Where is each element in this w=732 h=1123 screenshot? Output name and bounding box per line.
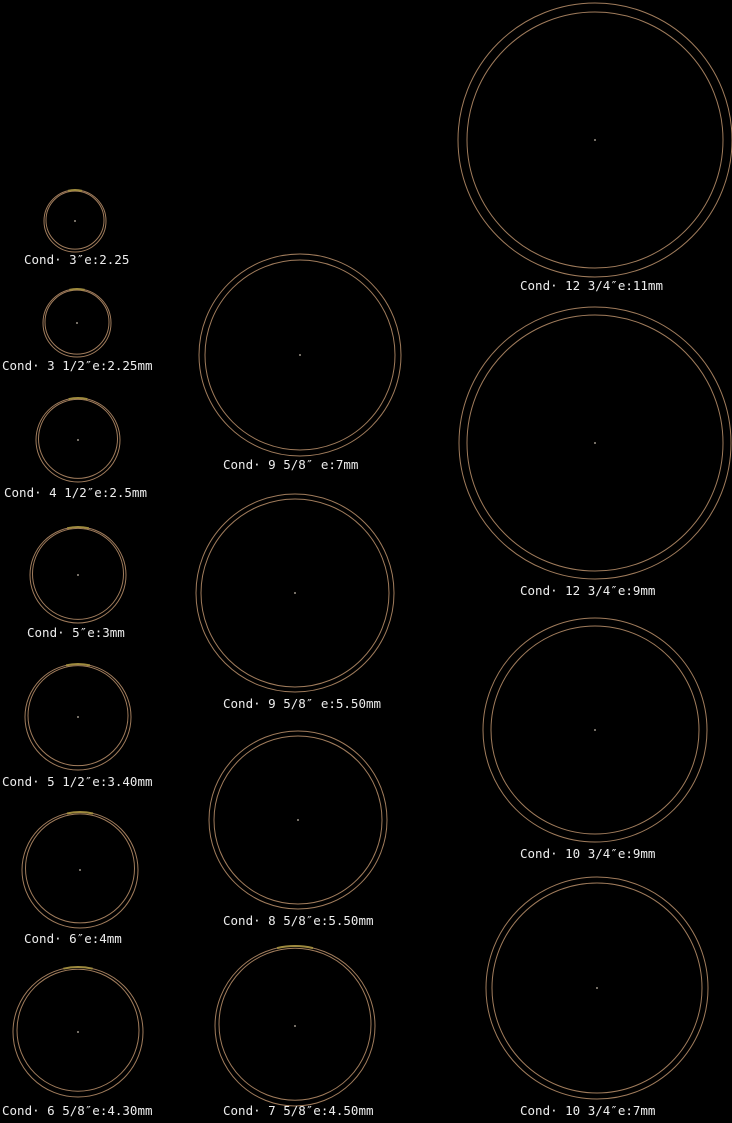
conduit-entity[interactable] [215,946,375,1106]
conduit-entity[interactable] [458,3,732,277]
center-point-marker [294,592,296,594]
conduit-entity[interactable] [36,398,120,482]
conduit-label: Cond· 3 1/2″e:2.25mm [2,358,153,373]
conduit-label: Cond· 10 3/4″e:9mm [520,846,656,861]
center-point-marker [76,322,78,324]
ring-tangency-highlight [67,812,93,813]
conduit-inner-circle[interactable] [39,399,118,478]
center-point-marker [77,439,79,441]
conduit-label: Cond· 5″e:3mm [27,625,125,640]
conduit-inner-circle[interactable] [26,814,135,923]
conduit-label: Cond· 12 3/4″e:9mm [520,583,656,598]
ring-tangency-highlight [69,289,84,290]
center-point-marker [74,220,76,222]
center-point-marker [77,1031,79,1033]
center-point-marker [594,729,596,731]
conduit-label: Cond· 7 5/8″e:4.50mm [223,1103,374,1118]
conduit-entity[interactable] [25,664,131,770]
conduit-entity[interactable] [459,307,731,579]
conduit-label: Cond· 4 1/2″e:2.5mm [4,485,147,500]
conduit-entity[interactable] [486,877,708,1099]
conduit-label: Cond· 12 3/4″e:11mm [520,278,663,293]
center-point-marker [294,1025,296,1027]
conduit-entity[interactable] [13,967,143,1097]
center-point-marker [77,716,79,718]
ring-tangency-highlight [68,190,82,191]
conduit-inner-circle[interactable] [28,666,128,766]
conduit-label: Cond· 5 1/2″e:3.40mm [2,774,153,789]
ring-tangency-highlight [63,967,92,969]
conduit-label: Cond· 6 5/8″e:4.30mm [2,1103,153,1118]
conduit-entity[interactable] [199,254,401,456]
conduit-entity[interactable] [209,731,387,909]
center-point-marker [596,987,598,989]
conduit-inner-circle[interactable] [219,948,371,1100]
center-point-marker [297,819,299,821]
conduit-entity[interactable] [483,618,707,842]
conduit-entity[interactable] [44,190,106,252]
center-point-marker [594,139,596,141]
conduit-entity[interactable] [43,289,111,357]
conduit-entity[interactable] [30,527,126,623]
conduit-label: Cond· 6″e:4mm [24,931,122,946]
conduit-label: Cond· 3″e:2.25 [24,252,130,267]
conduit-label: Cond· 10 3/4″e:7mm [520,1103,656,1118]
ring-tangency-highlight [69,398,88,399]
conduit-label: Cond· 9 5/8″ e:5.50mm [223,696,382,711]
center-point-marker [79,869,81,871]
conduit-label: Cond· 8 5/8″e:5.50mm [223,913,374,928]
conduit-entity[interactable] [196,494,394,692]
conduit-inner-circle[interactable] [17,969,139,1091]
center-point-marker [594,442,596,444]
conduit-label: Cond· 9 5/8″ e:7mm [223,457,359,472]
center-point-marker [299,354,301,356]
conduit-entity[interactable] [22,812,138,928]
center-point-marker [77,574,79,576]
conduit-inner-circle[interactable] [33,528,124,619]
